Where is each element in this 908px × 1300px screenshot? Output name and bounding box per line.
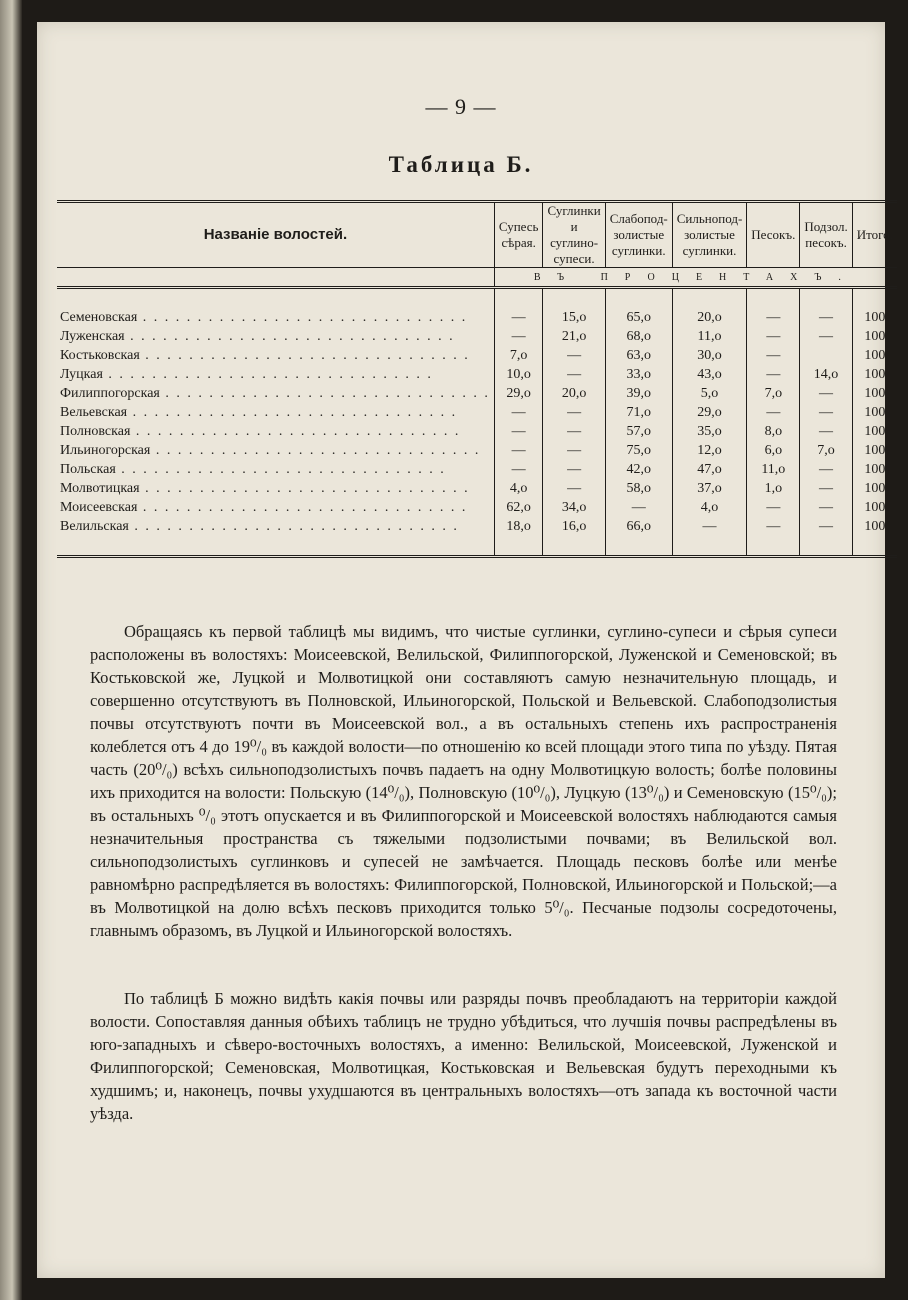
cell-total: 100	[852, 308, 897, 327]
table-row	[57, 498, 897, 517]
cell-loams: —	[543, 403, 605, 422]
cell-total: 100	[852, 479, 897, 498]
cell-loams: 16,о	[543, 517, 605, 536]
cell-total: 100	[852, 384, 897, 403]
table-row	[57, 384, 897, 403]
cell-grey-sandy-loam: 18,о	[494, 517, 543, 536]
paragraph-1: Обращаясь къ первой таблицѣ мы видимъ, что чистые суглинки, суглино-супеси и сѣрыя супеси расположены въ волостяхъ: Моисеевской, Велильской, Филиппогорской, Луженской и Семеновской; въ Костьковской же, Луцкой и Молвотицкой они составляютъ самую незначительную площадь, и совершенно отсутствуютъ въ Полновской, Ильиногорской, Польской и Вельевской. Слабоподзолистыя почвы отсутствуютъ почти въ Моисеевской вол., а въ остальныхъ степень ихъ распространенія колеблется отъ 4 до 19⁰/₀ въ каждой волости—по отношенію ко всей площади этого типа по уѣзду. Пятая часть (20⁰/₀) всѣхъ сильноподзолистыхъ почвъ падаетъ на одну Молвотицкую волость; болѣе половины ихъ приходится на волости: Польскую (14⁰/₀), Полновскую (10⁰/₀), Луцкую (13⁰/₀) и Семеновскую (15⁰/₀); въ остальныхъ ⁰/₀ этотъ опускается и въ Филиппогорской и Моисеевской волостяхъ наблюдаются самыя незначительныя пространства съ тяжелыми подзолистыми почвами; въ Велильской вол. сильноподзолистыхъ суглинковъ и супесей не замѣчается. Площадь песковъ болѣе или менѣе равномѣрно распредѣляется въ волостяхъ: Филиппогорской, Полновской, Ильиногорской и Польской;—а въ Молвотицкой на долю всѣхъ песковъ приходится только 5⁰/₀. Песчаные подзолы сосредоточены, главнымъ образомъ, въ Луцкой и Ильиногорской волостяхъ.	[90, 622, 837, 940]
cell-strongly-podzolic: 4,о	[672, 498, 747, 517]
cell-region-name: Филиппогорская . . .	[57, 384, 494, 403]
paragraph-2: По таблицѣ Б можно видѣть какія почвы или разряды почвъ преобладаютъ на территоріи каждой волости. Сопоставляя данныя обѣихъ таблицъ не трудно убѣдиться, что лучшія почвы распредѣлены въ юго-западныхъ и сѣверо-восточныхъ волостяхъ, а именно: Велильской, Моисеевской, Луженской и Филиппогорской; Семеновская, Молвотицкая, Костьковская и Вельевская будутъ переходными къ худшимъ; и, наконецъ, почвы ухудшаются въ центральныхъ волостяхъ—отъ запада къ восточной части уѣзда.	[90, 989, 837, 1123]
table-header-row	[57, 202, 897, 268]
cell-loams: 34,о	[543, 498, 605, 517]
book-page	[37, 22, 893, 1278]
cell-strongly-podzolic: 43,о	[672, 365, 747, 384]
cell-sand: 7,о	[747, 384, 800, 403]
cell-strongly-podzolic: —	[672, 517, 747, 536]
cell-sand: —	[747, 498, 800, 517]
cell-region-name: Польская . . .	[57, 460, 494, 479]
cell-podzol-sand: 7,о	[800, 441, 852, 460]
cell-podzol-sand: —	[800, 498, 852, 517]
cell-total: 100	[852, 460, 897, 479]
cell-total: 100	[852, 422, 897, 441]
cell-loams: 21,о	[543, 327, 605, 346]
page-number: — 9 —	[425, 94, 497, 119]
table-row	[57, 441, 897, 460]
cell-grey-sandy-loam: —	[494, 308, 543, 327]
cell-weakly-podzolic: 63,о	[605, 346, 672, 365]
table-row	[57, 479, 897, 498]
cell-weakly-podzolic: —	[605, 498, 672, 517]
cell-weakly-podzolic: 66,о	[605, 517, 672, 536]
header-strongly-podzolic: Сильнопод-золистые суглинки.	[672, 202, 747, 268]
cell-weakly-podzolic: 42,о	[605, 460, 672, 479]
cell-strongly-podzolic: 20,о	[672, 308, 747, 327]
cell-loams: —	[543, 365, 605, 384]
cell-sand: —	[747, 308, 800, 327]
table-row	[57, 517, 897, 536]
header-loams: Суглинки и суглино-супеси.	[543, 202, 605, 268]
cell-podzol-sand: —	[800, 422, 852, 441]
cell-total: 100	[852, 327, 897, 346]
cell-podzol-sand	[800, 346, 852, 365]
unit-row	[57, 268, 897, 288]
cell-grey-sandy-loam: —	[494, 403, 543, 422]
cell-region-name: Семеновская . . .	[57, 308, 494, 327]
cell-weakly-podzolic: 39,о	[605, 384, 672, 403]
cell-grey-sandy-loam: —	[494, 460, 543, 479]
cell-sand: —	[747, 517, 800, 536]
cell-total: 100	[852, 441, 897, 460]
table-row	[57, 308, 897, 327]
cell-region-name: Вельевская . . .	[57, 403, 494, 422]
cell-sand: —	[747, 327, 800, 346]
cell-loams: —	[543, 441, 605, 460]
cell-loams: —	[543, 460, 605, 479]
cell-region-name: Велильская . . .	[57, 517, 494, 536]
book-binding-edge	[0, 0, 22, 1300]
table-row	[57, 327, 897, 346]
cell-strongly-podzolic: 11,о	[672, 327, 747, 346]
cell-total: 100	[852, 517, 897, 536]
cell-grey-sandy-loam: 4,о	[494, 479, 543, 498]
cell-sand: —	[747, 346, 800, 365]
table-title: Таблица Б.	[388, 152, 534, 177]
cell-grey-sandy-loam: —	[494, 327, 543, 346]
cell-region-name: Ильиногорская . . .	[57, 441, 494, 460]
cell-sand: 6,о	[747, 441, 800, 460]
header-grey-sandy-loam: Супесь сѣрая.	[494, 202, 543, 268]
cell-sand: 11,о	[747, 460, 800, 479]
cell-total: 100	[852, 365, 897, 384]
cell-grey-sandy-loam: 7,о	[494, 346, 543, 365]
cell-strongly-podzolic: 35,о	[672, 422, 747, 441]
cell-grey-sandy-loam: —	[494, 422, 543, 441]
cell-region-name: Молвотицкая . . .	[57, 479, 494, 498]
table-row	[57, 403, 897, 422]
cell-region-name: Луженская . . .	[57, 327, 494, 346]
cell-podzol-sand: —	[800, 327, 852, 346]
cell-podzol-sand: —	[800, 403, 852, 422]
cell-strongly-podzolic: 47,о	[672, 460, 747, 479]
cell-region-name: Луцкая . . .	[57, 365, 494, 384]
table-row	[57, 346, 897, 365]
cell-total: 100	[852, 346, 897, 365]
cell-podzol-sand: —	[800, 460, 852, 479]
cell-loams: —	[543, 346, 605, 365]
cell-podzol-sand: —	[800, 384, 852, 403]
cell-weakly-podzolic: 33,о	[605, 365, 672, 384]
cell-podzol-sand: —	[800, 517, 852, 536]
table-row	[57, 422, 897, 441]
cell-weakly-podzolic: 57,о	[605, 422, 672, 441]
cell-sand: —	[747, 365, 800, 384]
cell-strongly-podzolic: 29,о	[672, 403, 747, 422]
cell-strongly-podzolic: 5,о	[672, 384, 747, 403]
cell-total: 100	[852, 498, 897, 517]
cell-region-name: Полновская . . .	[57, 422, 494, 441]
cell-strongly-podzolic: 37,о	[672, 479, 747, 498]
cell-sand: 8,о	[747, 422, 800, 441]
cell-region-name: Моисеевская . . .	[57, 498, 494, 517]
cell-weakly-podzolic: 75,о	[605, 441, 672, 460]
cell-sand: —	[747, 403, 800, 422]
cell-podzol-sand: 14,о	[800, 365, 852, 384]
header-total: Итого.	[852, 202, 897, 268]
header-sand: Песокъ.	[747, 202, 800, 268]
cell-total: 100	[852, 403, 897, 422]
header-podzol-sand: Подзол. песокъ.	[800, 202, 852, 268]
cell-strongly-podzolic: 30,о	[672, 346, 747, 365]
table-row	[57, 460, 897, 479]
cell-grey-sandy-loam: —	[494, 441, 543, 460]
header-region-name: Названіе волостей.	[57, 202, 494, 268]
cell-weakly-podzolic: 71,о	[605, 403, 672, 422]
cell-strongly-podzolic: 12,о	[672, 441, 747, 460]
table-row	[57, 365, 897, 384]
cell-loams: —	[543, 479, 605, 498]
cell-grey-sandy-loam: 62,о	[494, 498, 543, 517]
cell-podzol-sand: —	[800, 308, 852, 327]
cell-loams: 15,о	[543, 308, 605, 327]
cell-weakly-podzolic: 68,о	[605, 327, 672, 346]
cell-podzol-sand: —	[800, 479, 852, 498]
soil-percentage-table	[57, 200, 897, 558]
unit-label: ВЪ ПРОЦЕНТАХЪ.	[494, 268, 897, 288]
cell-grey-sandy-loam: 10,о	[494, 365, 543, 384]
cell-weakly-podzolic: 65,о	[605, 308, 672, 327]
header-weakly-podzolic: Слабопод-золистые суглинки.	[605, 202, 672, 268]
cell-weakly-podzolic: 58,о	[605, 479, 672, 498]
cell-loams: —	[543, 422, 605, 441]
cell-loams: 20,о	[543, 384, 605, 403]
cell-grey-sandy-loam: 29,о	[494, 384, 543, 403]
table-body	[57, 288, 897, 557]
cell-region-name: Костьковская . . .	[57, 346, 494, 365]
cell-sand: 1,о	[747, 479, 800, 498]
